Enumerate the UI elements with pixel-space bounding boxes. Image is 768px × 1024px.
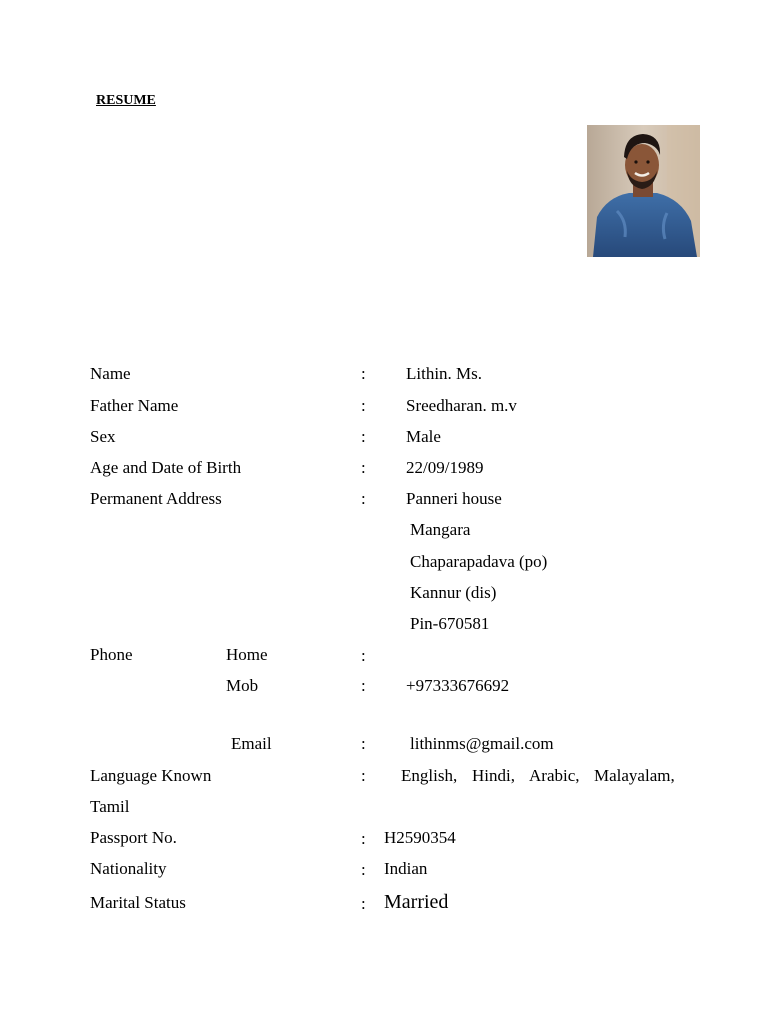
nationality-value: Indian	[384, 859, 428, 878]
language-item: English,	[401, 766, 458, 785]
address-line: Chaparapadava (po)	[410, 552, 548, 571]
passport-value: H2590354	[384, 828, 456, 847]
language-item: Malayalam,	[594, 766, 675, 785]
nationality-label: Nationality	[90, 859, 167, 878]
name-colon: :	[361, 364, 366, 383]
language-item: Hindi,	[472, 766, 515, 785]
profile-photo	[587, 125, 700, 257]
dob-label: Age and Date of Birth	[90, 458, 242, 477]
address-line: Panneri house	[406, 489, 502, 508]
email-label: Email	[231, 734, 272, 753]
languages-label: Language Known	[90, 766, 212, 785]
language-continuation: Tamil	[90, 797, 130, 816]
marital-status-colon: :	[361, 894, 366, 913]
phone-mob-label: Mob	[226, 676, 259, 695]
language-item: Arabic,	[529, 766, 580, 785]
father-name-colon: :	[361, 396, 366, 415]
marital-status-label: Marital Status	[90, 893, 186, 912]
address-line: Kannur (dis)	[410, 583, 497, 602]
phone-mob-colon: :	[361, 676, 366, 695]
address-line: Mangara	[410, 520, 471, 539]
address-colon: :	[361, 489, 366, 508]
person-photo-icon	[587, 125, 700, 257]
passport-colon: :	[361, 829, 366, 848]
phone-home-label: Home	[226, 645, 268, 664]
marital-status-value: Married	[384, 891, 449, 913]
father-name-label: Father Name	[90, 396, 179, 415]
page-title: RESUME	[96, 93, 156, 108]
dob-colon: :	[361, 458, 366, 477]
email-value: lithinms@gmail.com	[410, 734, 554, 753]
name-value: Lithin. Ms.	[406, 364, 483, 383]
nationality-colon: :	[361, 860, 366, 879]
father-name-value: Sreedharan. m.v	[406, 396, 517, 415]
email-colon: :	[361, 734, 366, 753]
sex-colon: :	[361, 427, 366, 446]
passport-label: Passport No.	[90, 828, 177, 847]
phone-mob-value: +97333676692	[406, 676, 510, 695]
dob-value: 22/09/1989	[406, 458, 484, 477]
sex-label: Sex	[90, 427, 116, 446]
languages-colon: :	[361, 766, 366, 785]
phone-label: Phone	[90, 645, 133, 664]
name-label: Name	[90, 364, 131, 383]
address-label: Permanent Address	[90, 489, 222, 508]
phone-home-colon: :	[361, 646, 366, 665]
sex-value: Male	[406, 427, 441, 446]
address-line: Pin-670581	[410, 614, 490, 633]
